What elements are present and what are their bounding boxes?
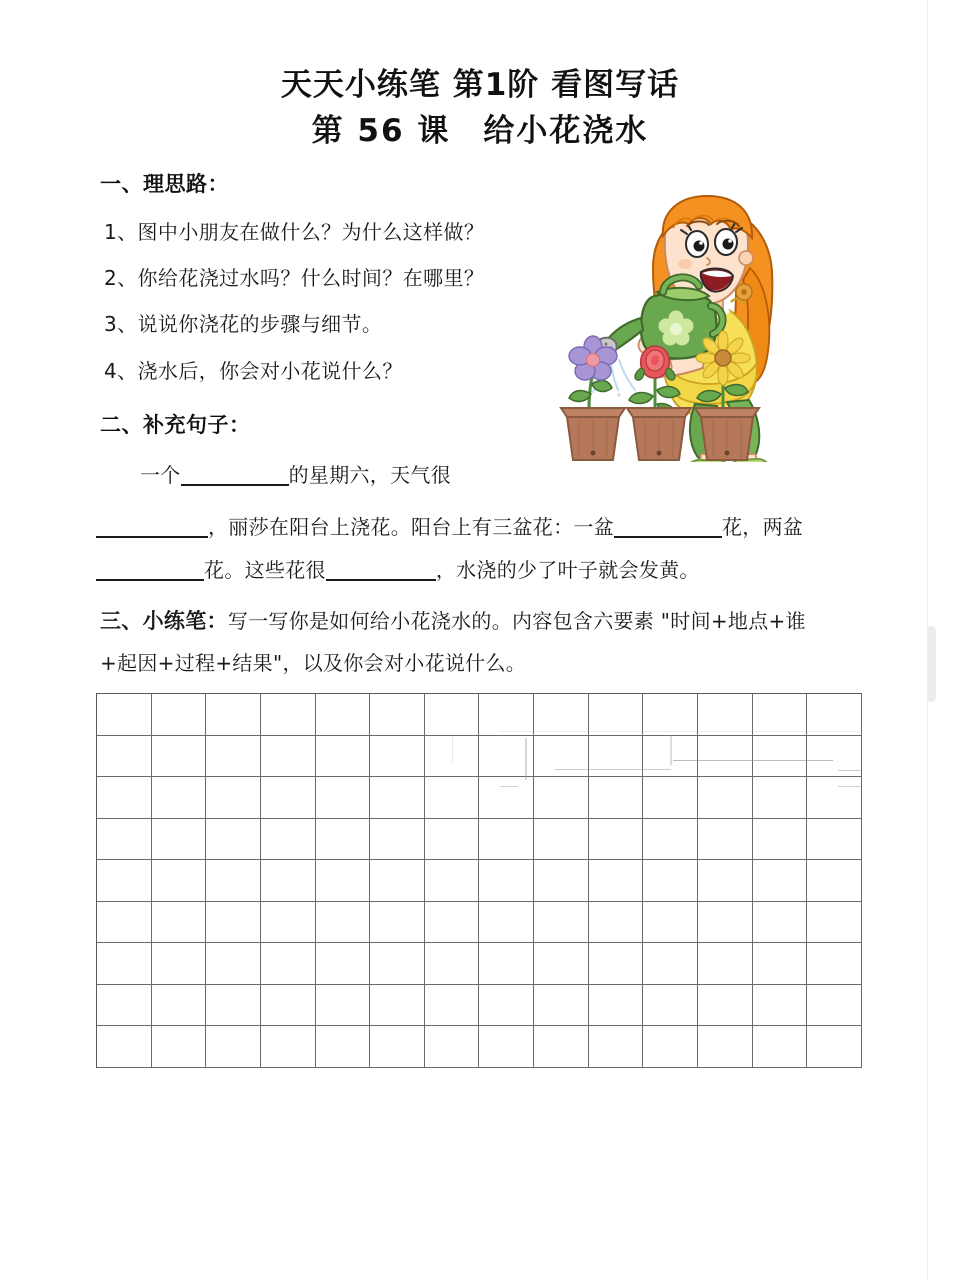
fill-text-2a: ，丽莎在阳台上浇花。阳台上有三盆花：一盆 [208, 515, 614, 539]
grid-cell[interactable] [643, 1026, 698, 1068]
grid-cell[interactable] [479, 1026, 534, 1068]
grid-cell[interactable] [97, 777, 152, 819]
grid-cell[interactable] [152, 860, 207, 902]
grid-cell[interactable] [479, 985, 534, 1027]
grid-cell[interactable] [753, 694, 808, 736]
grid-cell[interactable] [479, 694, 534, 736]
blank-field-2[interactable] [96, 514, 208, 538]
grid-cell[interactable] [152, 985, 207, 1027]
fill-text-3a: 花。这些花很 [204, 558, 326, 582]
girl-watering-flowers-illustration [545, 172, 835, 462]
grid-cell[interactable] [479, 736, 534, 778]
grid-cell[interactable] [753, 819, 808, 861]
grid-cell[interactable] [206, 819, 261, 861]
page-title [0, 62, 960, 154]
grid-cell[interactable] [152, 694, 207, 736]
grid-cell[interactable] [152, 943, 207, 985]
fill-text-1a: 一个 [140, 463, 181, 487]
grid-cell[interactable] [807, 819, 862, 861]
grid-cell[interactable] [425, 777, 480, 819]
grid-cell[interactable] [807, 943, 862, 985]
grid-cell[interactable] [698, 736, 753, 778]
grid-cell[interactable] [370, 736, 425, 778]
grid-cell[interactable] [479, 902, 534, 944]
grid-cell[interactable] [97, 819, 152, 861]
section-1-question-4: 4、浇水后，你会对小花说什么？ [104, 359, 403, 383]
grid-cell[interactable] [206, 777, 261, 819]
grid-cell[interactable] [753, 860, 808, 902]
grid-cell[interactable] [753, 902, 808, 944]
grid-cell[interactable] [807, 985, 862, 1027]
grid-cell[interactable] [534, 777, 589, 819]
grid-cell[interactable] [698, 860, 753, 902]
grid-cell[interactable] [698, 819, 753, 861]
grid-cell[interactable] [97, 902, 152, 944]
grid-cell[interactable] [534, 985, 589, 1027]
grid-cell[interactable] [152, 1026, 207, 1068]
grid-cell[interactable] [97, 860, 152, 902]
grid-cell[interactable] [425, 694, 480, 736]
grid-cell[interactable] [206, 860, 261, 902]
grid-cell[interactable] [370, 860, 425, 902]
grid-cell[interactable] [807, 694, 862, 736]
grid-cell[interactable] [261, 819, 316, 861]
grid-cell[interactable] [534, 1026, 589, 1068]
grid-cell[interactable] [370, 694, 425, 736]
grid-cell[interactable] [643, 985, 698, 1027]
grid-cell[interactable] [316, 902, 371, 944]
grid-cell[interactable] [152, 736, 207, 778]
grid-cell[interactable] [698, 777, 753, 819]
grid-cell[interactable] [643, 943, 698, 985]
grid-cell[interactable] [643, 819, 698, 861]
grid-cell[interactable] [589, 860, 644, 902]
section-3-line-1 [100, 600, 880, 642]
section-3-body-1: 写一写你是如何给小花浇水的。内容包含六要素 "时间+地点+谁 [227, 609, 806, 633]
grid-cell[interactable] [698, 694, 753, 736]
grid-cell[interactable] [479, 819, 534, 861]
grid-cell[interactable] [425, 985, 480, 1027]
section-1-heading: 一、理思路： [100, 172, 229, 196]
grid-cell[interactable] [589, 777, 644, 819]
grid-cell[interactable] [425, 819, 480, 861]
grid-cell[interactable] [370, 943, 425, 985]
grid-cell[interactable] [206, 1026, 261, 1068]
section-1-question-3: 3、说说你浇花的步骤与细节。 [104, 312, 383, 336]
grid-cell[interactable] [753, 777, 808, 819]
grid-cell[interactable] [370, 902, 425, 944]
grid-cell[interactable] [316, 860, 371, 902]
grid-cell[interactable] [261, 777, 316, 819]
grid-cell[interactable] [261, 694, 316, 736]
grid-cell[interactable] [425, 1026, 480, 1068]
grid-cell[interactable] [807, 777, 862, 819]
scrollbar-thumb[interactable] [927, 626, 936, 702]
grid-cell[interactable] [589, 943, 644, 985]
grid-cell[interactable] [534, 943, 589, 985]
fill-text-2b: 花，两盆 [722, 515, 804, 539]
writing-grid[interactable] [96, 693, 862, 1068]
blank-field-5[interactable] [326, 557, 436, 581]
grid-cell[interactable] [643, 694, 698, 736]
grid-cell[interactable] [698, 985, 753, 1027]
grid-cell[interactable] [152, 819, 207, 861]
grid-cell[interactable] [97, 736, 152, 778]
grid-cell[interactable] [807, 1026, 862, 1068]
grid-cell[interactable] [753, 985, 808, 1027]
blank-field-4[interactable] [96, 557, 204, 581]
grid-cell[interactable] [261, 860, 316, 902]
grid-cell[interactable] [643, 736, 698, 778]
grid-cell[interactable] [206, 943, 261, 985]
section-3-heading: 三、小练笔： [100, 609, 228, 633]
grid-cell[interactable] [206, 736, 261, 778]
grid-cell[interactable] [97, 943, 152, 985]
fill-sentence-line-2 [96, 512, 803, 542]
grid-cell[interactable] [97, 694, 152, 736]
fill-sentence-line-3 [96, 555, 700, 585]
grid-cell[interactable] [753, 736, 808, 778]
grid-cell[interactable] [534, 902, 589, 944]
grid-cell[interactable] [589, 819, 644, 861]
grid-cell[interactable] [753, 943, 808, 985]
grid-cell[interactable] [316, 1026, 371, 1068]
grid-cell[interactable] [589, 985, 644, 1027]
grid-cell[interactable] [97, 985, 152, 1027]
grid-cell[interactable] [261, 1026, 316, 1068]
section-3-line-2: +起因+过程+结果"，以及你会对小花说什么。 [100, 651, 527, 675]
grid-cell[interactable] [261, 736, 316, 778]
grid-cell[interactable] [261, 902, 316, 944]
grid-cell[interactable] [370, 1026, 425, 1068]
grid-cell[interactable] [589, 694, 644, 736]
grid-cell[interactable] [534, 860, 589, 902]
grid-cell[interactable] [479, 860, 534, 902]
fill-text-3b: ，水浇的少了叶子就会发黄。 [435, 558, 700, 582]
grid-cell[interactable] [479, 943, 534, 985]
grid-cell[interactable] [425, 860, 480, 902]
grid-cell[interactable] [316, 943, 371, 985]
blank-field-3[interactable] [614, 514, 722, 538]
grid-cell[interactable] [589, 1026, 644, 1068]
grid-cell[interactable] [370, 985, 425, 1027]
grid-cell[interactable] [807, 860, 862, 902]
grid-cell[interactable] [698, 1026, 753, 1068]
grid-cell[interactable] [807, 902, 862, 944]
grid-cell[interactable] [698, 943, 753, 985]
grid-cell[interactable] [370, 819, 425, 861]
grid-cell[interactable] [316, 777, 371, 819]
section-1-question-2: 2、你给花浇过水吗？什么时间？在哪里？ [104, 266, 485, 290]
grid-cell[interactable] [206, 985, 261, 1027]
section-1-question-1: 1、图中小朋友在做什么？为什么这样做？ [104, 220, 485, 244]
grid-cell[interactable] [152, 902, 207, 944]
grid-cell[interactable] [534, 819, 589, 861]
grid-cell[interactable] [698, 902, 753, 944]
grid-cell[interactable] [753, 1026, 808, 1068]
section-3-block [100, 600, 880, 684]
grid-cell[interactable] [643, 902, 698, 944]
grid-cell[interactable] [479, 777, 534, 819]
grid-cell[interactable] [370, 777, 425, 819]
grid-cell[interactable] [807, 736, 862, 778]
grid-cell[interactable] [425, 736, 480, 778]
grid-cell[interactable] [589, 902, 644, 944]
title-line-1: 天天小练笔 第1阶 看图写话 [280, 67, 680, 103]
grid-cell[interactable] [261, 943, 316, 985]
section-2-heading: 二、补充句子： [100, 413, 251, 437]
grid-cell[interactable] [643, 777, 698, 819]
grid-cell[interactable] [316, 736, 371, 778]
grid-cell[interactable] [261, 985, 316, 1027]
fill-text-1b: 的星期六，天气很 [288, 463, 452, 487]
grid-cell[interactable] [534, 736, 589, 778]
grid-cell[interactable] [643, 860, 698, 902]
blank-field-1[interactable] [181, 462, 289, 486]
grid-cell[interactable] [589, 736, 644, 778]
grid-cell[interactable] [206, 902, 261, 944]
grid-cell[interactable] [152, 777, 207, 819]
grid-cell[interactable] [316, 985, 371, 1027]
grid-cell[interactable] [425, 902, 480, 944]
grid-cell[interactable] [97, 1026, 152, 1068]
grid-cell[interactable] [316, 819, 371, 861]
grid-cell[interactable] [316, 694, 371, 736]
grid-cell[interactable] [425, 943, 480, 985]
title-line-2: 第 56 课 给小花浇水 [311, 113, 649, 149]
grid-cell[interactable] [206, 694, 261, 736]
fill-sentence-line-1 [140, 460, 451, 490]
grid-cell[interactable] [534, 694, 589, 736]
